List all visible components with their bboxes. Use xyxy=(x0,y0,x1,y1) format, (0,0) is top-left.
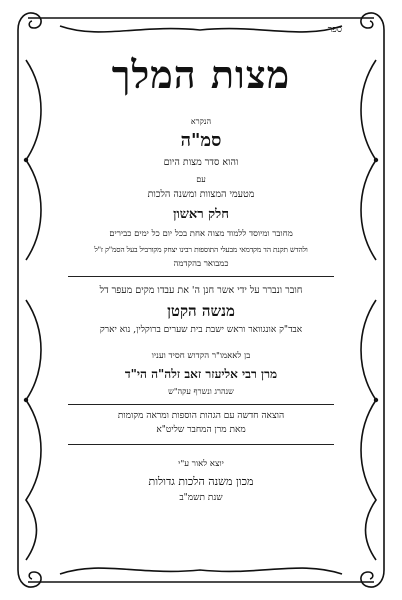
sefer-label: ספר xyxy=(327,25,342,35)
publisher-name: מכון משנה הלכות גדולות xyxy=(148,475,254,488)
title-page xyxy=(60,20,342,580)
published-by-line: יוצא לאור ע"י xyxy=(178,459,224,469)
volume-label: חלק ראשון xyxy=(173,207,229,222)
author-name: מנשה הקטן xyxy=(167,302,235,320)
publication-year: שנת תשמ"ב xyxy=(179,493,223,503)
im-label: עם xyxy=(196,175,206,184)
companion-title: מטעמי המצוות ומשנה הלכות xyxy=(147,189,255,200)
description-line-3: כמבואר בהקדמה xyxy=(173,259,229,269)
book-abbreviation: סמ"ה xyxy=(180,130,222,151)
hanikra-label: הנקרא xyxy=(190,117,212,126)
divider xyxy=(68,276,334,277)
divider xyxy=(68,444,334,445)
memorial-line: שנהרג ונשרף עקה"ש xyxy=(168,387,234,396)
edition-author-line: מאת מרן המחבר שליט"א xyxy=(156,425,246,435)
son-of-line: בן לאאמו"ר הקדוש חסיד ועניו xyxy=(151,351,251,361)
subtitle: והוא סדר מצות היום xyxy=(163,157,239,168)
authored-by-line: חובר ונברר על ידי אשר חנן ה' את עבדו מקים מעפר דל xyxy=(99,285,303,296)
description-line-1: מחובר ומיוסד ללמוד מצוה אחת בכל יום כל ימים כבירים xyxy=(109,229,293,239)
divider xyxy=(68,404,334,405)
author-position: אבד"ק אונגוואר וראש ישבת בית שערים ברוקלין, נוא יארק xyxy=(99,325,303,335)
father-name: מרן רבי אליעזר זאב זלה"ה הי"ד xyxy=(124,367,278,381)
edition-line: הוצאה חדשה עם הגהות הוספות ומראה מקומות xyxy=(117,411,285,421)
book-title: מצות המלך xyxy=(111,52,291,97)
description-line-2: ולהדש תקנת הד מקדמאי מבעלי התוספות רבינו יצחק מקורביל בעל הסמ"ק ז"ל xyxy=(94,245,308,254)
